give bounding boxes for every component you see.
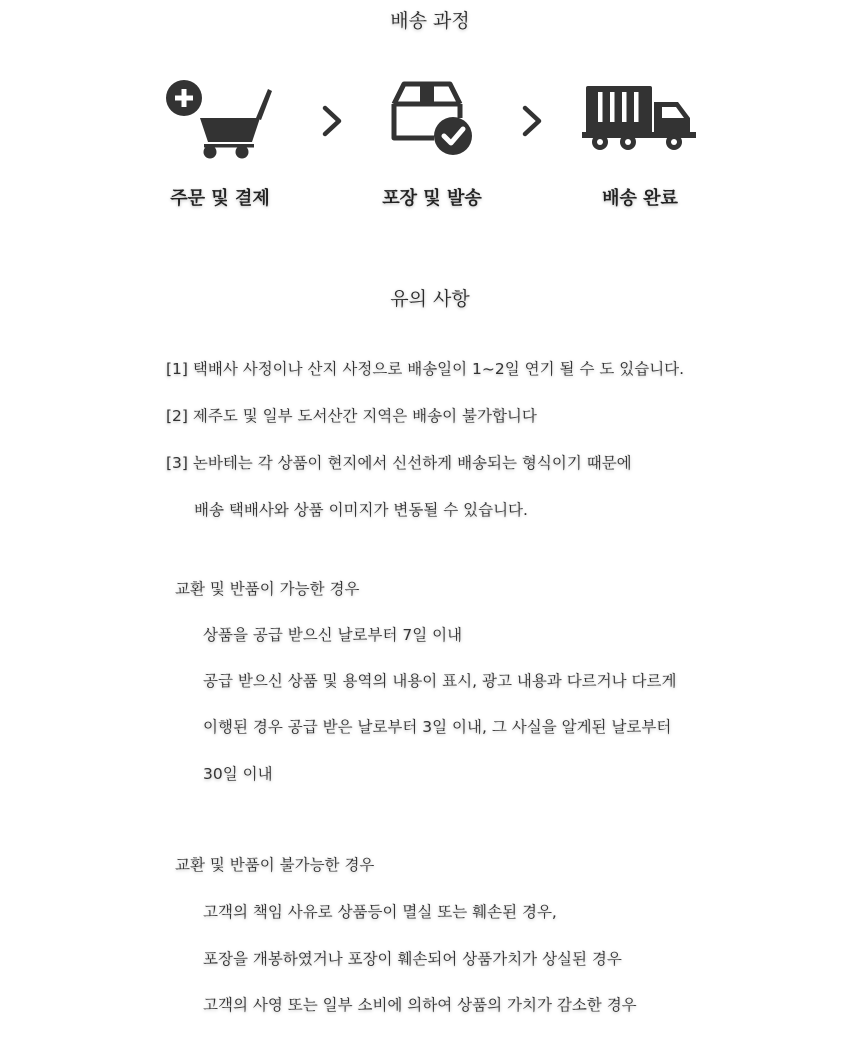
step-label-order: 주문 및 결제 (170, 188, 270, 209)
notice-item: [3] 논바테는 각 상품이 현지에서 신선하게 배송되는 형식이기 때문에 (166, 454, 632, 472)
cart-add-icon (164, 80, 274, 162)
truck-icon (582, 84, 698, 152)
notice-item: [1] 택배사 사정이나 산지 사정으로 배송일이 1~2일 연기 될 수 도 있습니다. (166, 360, 685, 378)
notice-item: 배송 택배사와 상품 이미지가 변동될 수 있습니다. (194, 501, 528, 519)
exchange-impossible-line: 고객의 책임 사유로 상품등이 멸실 또는 훼손된 경우, (203, 903, 557, 921)
chevron-right-icon (320, 104, 346, 138)
notice-title: 유의 사항 (390, 288, 470, 310)
exchange-possible-heading: 교환 및 반품이 가능한 경우 (175, 580, 360, 598)
notice-item: [2] 제주도 및 일부 도서산간 지역은 배송이 불가합니다 (166, 407, 537, 425)
step-label-delivered: 배송 완료 (602, 188, 678, 209)
exchange-impossible-line: 고객의 사영 또는 일부 소비에 의하여 상품의 가치가 감소한 경우 (203, 996, 637, 1014)
exchange-possible-line: 이행된 경우 공급 받은 날로부터 3일 이내, 그 사실을 알게된 날로부터 (203, 718, 672, 736)
exchange-possible-line: 공급 받으신 상품 및 용역의 내용이 표시, 광고 내용과 다르거나 다르게 (203, 672, 677, 690)
exchange-possible-line: 상품을 공급 받으신 날로부터 7일 이내 (203, 626, 463, 644)
box-check-icon (388, 80, 476, 156)
exchange-possible-line: 30일 이내 (203, 765, 273, 783)
step-label-packing: 포장 및 발송 (382, 188, 482, 209)
chevron-right-icon (520, 104, 546, 138)
exchange-impossible-line: 포장을 개봉하였거나 포장이 훼손되어 상품가치가 상실된 경우 (203, 950, 622, 968)
exchange-impossible-heading: 교환 및 반품이 불가능한 경우 (175, 856, 375, 874)
shipping-process-title: 배송 과정 (390, 10, 470, 32)
